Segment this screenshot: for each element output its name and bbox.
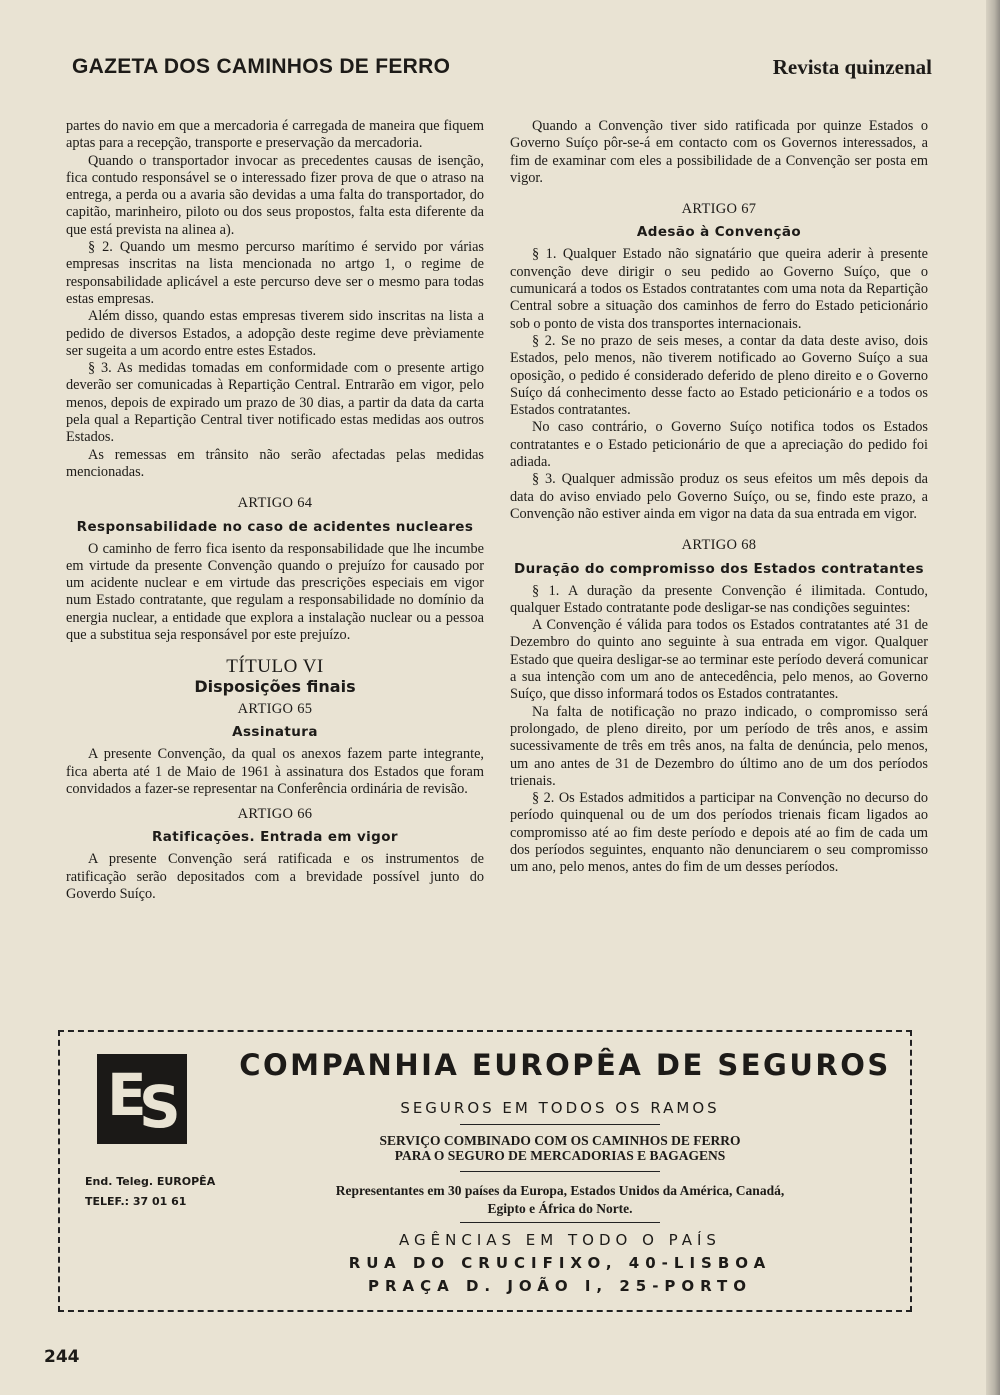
service-line: PARA O SEGURO DE MERCADORIAS E BAGAGENS	[394, 1148, 726, 1163]
paragraph: § 1. A duração da presente Convenção é ilimitada. Contudo, qualquer Estado contratante pode desligar-se nas condições seguintes:	[510, 582, 928, 616]
paragraph: A presente Convenção será ratificada e os instrumentos de ratificação serão depositados com a brevidade possível junto do Goverdo Suíço.	[66, 851, 484, 902]
company-name: COMPANHIA EUROPÊA DE SEGUROS	[239, 1048, 891, 1082]
paragraph: § 2. Se no prazo de seis meses, a contar da data deste aviso, dois Estados, pelo menos, não tiverem notificado ao Governo Suíço a sua oposição, o pedido é considerado deferido de pleno direito e o Governo Suíço dá conhecimento desse facto ao Estado peticionário e a todos os Estados contratantes.	[510, 332, 928, 419]
article-65-title: Assinatura	[232, 724, 318, 741]
paragraph: No caso contrário, o Governo Suíço notifica todos os Estados contratantes e o Estado peticionário de que a apreciação do pedido foi adiada.	[510, 419, 928, 471]
left-column	[66, 118, 484, 903]
divider	[460, 1171, 660, 1172]
logo-letter-s: S	[139, 1073, 181, 1141]
paragraph: Na falta de notificação no prazo indicado, o compromisso será prolongado, de pleno direito, por um período de três anos, e assim sucessivamente de três em três anos, na falta de denúncia, pelo menos, um ano antes de 31 de Dezembro do último ano de um dos períodos trienais.	[510, 703, 928, 789]
journal-title: GAZETA DOS CAMINHOS DE FERRO	[72, 55, 451, 78]
contact-block	[85, 1172, 215, 1212]
paragraph: As remessas em trânsito não serão afectadas pelas medidas mencionadas.	[66, 446, 484, 480]
service-line: SERVIÇO COMBINADO COM OS CAMINHOS DE FERRO	[379, 1133, 741, 1148]
divider	[460, 1222, 660, 1223]
paragraph: § 1. Qualquer Estado não signatário que queira aderir à presente convenção deve dirigir o seu pedido ao Governo Suíço, que o cumunicará a todos os Estados contratantes com uma nota da Repartição Central sobre a situação dos caminhos de ferro do Estado peticionário sob o ponto de vista dos transportes internacionais.	[510, 246, 928, 332]
issue-type: Revista quinzenal	[772, 55, 932, 79]
paragraph: Quando o transportador invocar as precedentes causas de isenção, fica contudo responsável se o interessado fizer prova de que o atraso na entrega, a perda ou a avaria são devidas a uma falta do transportador, do capitão, marinheiro, piloto ou dos seus propostos, falta esta diferente da que está prevista na alinea a).	[66, 152, 484, 238]
article-67-heading: ARTIGO 67	[681, 201, 757, 218]
article-68-title: Duração do compromisso dos Estados contratantes	[514, 560, 924, 577]
paragraph: § 2. Quando um mesmo percurso marítimo é servido por várias empresas inscritas na lista mencionada no artgo 1, o regime de responsabilidade aplicável a este percurso deve ser o mesmo para todas estas empresas.	[66, 239, 484, 307]
article-67-title: Adesão à Convenção	[636, 224, 802, 241]
title-vi: TÍTULO VI	[226, 656, 324, 678]
insurance-advertisement	[58, 1030, 912, 1312]
article-66-title: Ratificações. Entrada em vigor	[152, 829, 398, 846]
article-64-title: Responsabilidade no caso de acidentes nucleares	[76, 518, 474, 535]
page-edge-shadow	[986, 0, 1000, 1395]
paragraph: § 3. Qualquer admissão produz os seus efeitos um mês depois da data do aviso enviado pelo Governo Suíço, ou se, findo este prazo, a Convenção não estiver ainda em vigor na data da sua entrada em vigor.	[510, 471, 928, 522]
running-header	[72, 55, 932, 85]
logo-letter-e: E	[107, 1061, 147, 1129]
address-porto: PRAÇA D. JOÃO I, 25-PORTO	[367, 1277, 753, 1295]
paragraph: A Convenção é válida para todos os Estados contratantes até 31 de Dezembro do quinto ano seguinte à sua entrada em vigor. Qualquer Estado que queira desligar-se ao terminar este período deverá comunicar a sua intenção com um ano de antecedência, pelo menos, ao Governo Suíço, que disso informará todos os Estados contratantes.	[510, 617, 928, 703]
address-lisboa: RUA DO CRUCIFIXO, 40-LISBOA	[348, 1254, 772, 1272]
representatives	[240, 1182, 880, 1218]
service-description	[260, 1133, 860, 1163]
divider	[460, 1124, 660, 1125]
paragraph: Quando a Convenção tiver sido ratificada por quinze Estados o Governo Suíço pôr-se-á em contacto com os Governos interessados, a fim de examinar com eles a possibilidade de a Convenção ser posta em vigor.	[510, 118, 928, 186]
article-66-heading: ARTIGO 66	[237, 806, 313, 823]
right-column	[510, 118, 928, 877]
paragraph: § 2. Os Estados admitidos a participar na Convenção no decurso do período quinquenal ou de um dos períodos trienais ficam ligados ao compromisso até ao fim deste período e depois até ao fim de cada um dos períodos seguintes, enquanto não denunciarem o seu compromisso um ano, pelo menos, antes do fim de um desses períodos.	[510, 790, 928, 876]
article-68-heading: ARTIGO 68	[681, 537, 757, 554]
title-vi-subtitle: Disposições finais	[194, 676, 356, 696]
page-number: 244	[44, 1347, 80, 1367]
company-logo	[97, 1054, 187, 1144]
representatives-line: Egipto e África do Norte.	[487, 1201, 633, 1216]
paragraph: A presente Convenção, da qual os anexos fazem parte integrante, fica aberta até 1 de Maio de 1961 à assinatura dos Estados que foram convidados a fazer-se representar na Conferência ordinária de revisão.	[66, 746, 484, 797]
tagline: SEGUROS EM TODOS OS RAMOS	[400, 1099, 720, 1117]
agencies-line: AGÊNCIAS EM TODO O PAÍS	[399, 1231, 721, 1249]
paragraph: O caminho de ferro fica isento da responsabilidade que lhe incumbe em virtude da presente Convenção quando o prejuízo for causado por um acidente nuclear e em virtude das prescrições especiais em vigor num Estado contratante, que regulam a responsabilidade no domínio da energia nuclear, a entidade que explora a instalação nuclear ou a pessoa que a substitua seja responsável por este prejuízo.	[66, 540, 484, 644]
representatives-line: Representantes em 30 países da Europa, Estados Unidos da América, Canadá,	[335, 1183, 785, 1198]
telegraph-address: End. Teleg. EUROPÊA	[85, 1175, 216, 1188]
telephone-number: TELEF.: 37 01 61	[85, 1195, 187, 1208]
paragraph: partes do navio em que a mercadoria é carregada de maneira que fiquem aptas para a recepção, transporte e preservação da mercadoria.	[66, 118, 484, 152]
paragraph: Além disso, quando estas empresas tiverem sido inscritas na lista a pedido de diversos Estados, a adopção deste regime deve prèviamente ser sugeita a um acordo entre estes Estados.	[66, 308, 484, 359]
article-64-heading: ARTIGO 64	[237, 495, 313, 512]
article-65-heading: ARTIGO 65	[237, 700, 313, 717]
paragraph: § 3. As medidas tomadas em conformidade com o presente artigo deverão ser comunicadas à Repartição Central. Entrarão em vigor, pelo menos, depois de expirado um prazo de 30 dias, a partir da data da carta pela qual a Repartição Central tiver notificado estas medidas aos outros Estados.	[66, 360, 484, 446]
